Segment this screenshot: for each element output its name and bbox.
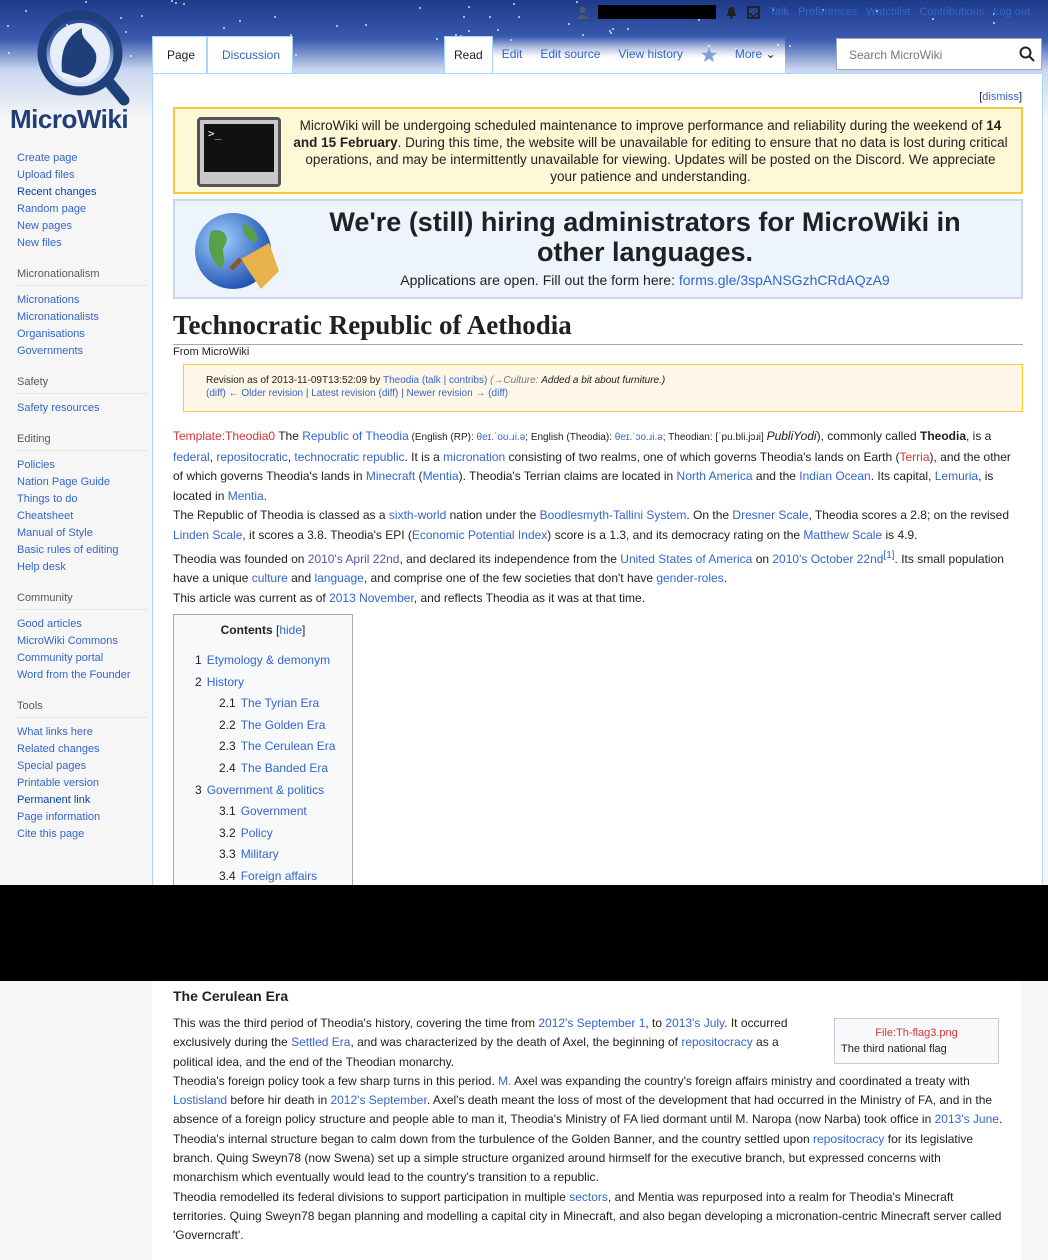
sidebar-item[interactable]: Governments xyxy=(17,345,84,357)
hiring-form-link[interactable]: forms.gle/3spANSGzhCRdAQzA9 xyxy=(678,272,890,288)
link[interactable]: language xyxy=(314,571,364,586)
toc-entry[interactable]: 3.4 Foreign affairs xyxy=(219,868,318,883)
sidebar-item-recent-changes[interactable]: Recent changes xyxy=(17,186,97,198)
link[interactable]: repositocratic xyxy=(216,449,288,464)
tab-view-history-label: View history xyxy=(618,47,683,61)
sidebar-item[interactable]: Organisations xyxy=(17,328,85,340)
link[interactable]: Indian Ocean xyxy=(799,469,871,484)
sidebar-item[interactable]: Community portal xyxy=(17,652,104,664)
bell-icon[interactable] xyxy=(725,6,738,19)
revision-talk-link[interactable]: talk xyxy=(425,375,441,386)
latest-revision-link[interactable]: Latest revision xyxy=(311,388,376,399)
sidebar-micronationalism xyxy=(17,266,147,360)
contributions-link[interactable]: Contributions xyxy=(919,6,985,18)
ipa-link[interactable]: θeɪ.ˈoʊ.ɹi.ə xyxy=(476,432,526,443)
toc-title: Contents [hide] xyxy=(220,623,306,637)
currency-paragraph: This article was current as of 2013 November, and reflects Theodia as it was at that time. xyxy=(173,590,646,605)
tab-page[interactable] xyxy=(152,36,207,73)
revision-contribs-link[interactable]: contribs xyxy=(448,375,484,386)
link[interactable]: Economic Potential Index xyxy=(411,527,548,542)
star-decoration xyxy=(183,3,185,5)
star-decoration xyxy=(141,15,143,17)
tab-page-label: Page xyxy=(167,48,196,62)
link[interactable]: Linden Scale xyxy=(173,527,243,542)
tab-view-history[interactable] xyxy=(609,36,691,73)
search-icon[interactable] xyxy=(1019,46,1035,62)
sidebar-item[interactable]: Basic rules of editing xyxy=(17,544,119,556)
tab-more[interactable] xyxy=(726,36,785,73)
sidebar-item[interactable]: Special pages xyxy=(17,760,87,772)
link[interactable]: technocratic republic xyxy=(294,449,405,464)
star-decoration xyxy=(85,1,87,3)
sidebar-item[interactable]: Cite this page xyxy=(17,828,85,840)
section-paragraph: Theodia's internal structure began to calm down from the turbulence of the Golden Banner, and the country settled upon repositocracy for its legislative branch. Quing Sweyn78 (now Swena) set up a simple structure organized around hirmself for the executive branch, but expressed concerns with monarchism which eventually would lead to the country's transition to a republic. xyxy=(173,1131,974,1185)
dismiss-notice: [dismiss] xyxy=(979,91,1022,103)
link[interactable]: Lostisland xyxy=(173,1093,228,1108)
link[interactable]: North America xyxy=(676,469,753,484)
link[interactable]: Settled Era xyxy=(291,1035,351,1050)
newer-revision-link[interactable]: Newer revision → xyxy=(406,388,486,399)
link[interactable]: 2013's July xyxy=(665,1016,725,1030)
toc-entry[interactable]: 2.1 The Tyrian Era xyxy=(219,696,320,711)
star-decoration xyxy=(993,22,995,24)
hiring-title: We're (still) hiring administrators for MicroWiki in other languages. xyxy=(329,207,961,267)
star-decoration xyxy=(436,38,438,40)
table-of-contents xyxy=(173,614,353,889)
section-paragraph: This was the third period of Theodia's history, covering the time from 2012's September 1, to 2013's July. It occurred exclusively during the Settled Era, and was characterized by the death of Axel, the beginning of repositocracy as a political idea, and the end of the Theodian monarchy. xyxy=(173,1016,788,1069)
link[interactable]: micronation xyxy=(443,449,506,464)
talk-link[interactable]: Talk xyxy=(769,6,789,18)
sidebar-tools xyxy=(17,698,147,843)
link[interactable]: 2010's October 22nd xyxy=(772,551,884,566)
link[interactable]: 2012's September 1 xyxy=(538,1016,646,1030)
site-tagline: From MicroWiki xyxy=(173,346,250,358)
sidebar-item-random-page[interactable]: Random page xyxy=(17,203,87,215)
link[interactable]: Matthew Scale xyxy=(803,527,883,542)
thumb-caption: The third national flag xyxy=(841,1043,947,1055)
intro-paragraph: Template:Theodia0 The Republic of Theodia (English (RP): θeɪ.ˈoʊ.ɹi.ə; English (Theodia): θeɪ.ˈɔo.ɹi.ə; Theodian: [ˈpu.bli.jɔɹi] PubliYodi), commonly called Theodia, is a federal, repositocratic, technocratic republic. It is a micronation consisting of two realms, one of which governs Theodia's lands on Earth (Terria), and the other of which governs Theodia's lands in Minecraft (Mentia). Theodia's Terrian claims are located in North America and the Indian Ocean. Its capital, Lemuria, is located in Mentia. xyxy=(173,429,1011,503)
revision-user-link[interactable]: Theodia xyxy=(382,375,420,386)
link[interactable]: 2013 November xyxy=(329,590,414,605)
star-decoration xyxy=(171,0,173,2)
watch-star-button[interactable] xyxy=(692,36,726,73)
latest-diff-link[interactable]: diff xyxy=(381,388,396,399)
older-revision-link[interactable]: ← Older revision xyxy=(228,388,304,399)
link[interactable]: Dresner Scale xyxy=(732,508,809,523)
tab-discussion-label: Discussion xyxy=(222,48,281,62)
sidebar-safety xyxy=(17,374,147,417)
sidebar-item[interactable]: Printable version xyxy=(17,777,99,789)
sidebar-item[interactable]: MicroWiki Commons xyxy=(17,635,118,647)
sidebar-heading: Community xyxy=(17,590,147,610)
star-decoration xyxy=(698,19,700,21)
star-decoration xyxy=(612,28,614,30)
search-input[interactable] xyxy=(836,38,1042,70)
star-decoration xyxy=(489,16,491,18)
sidebar-item-create-page[interactable]: Create page xyxy=(17,152,78,164)
link[interactable]: sixth-world xyxy=(388,508,447,523)
content-area-lower xyxy=(152,981,1021,1260)
section-paragraph: Theodia remodelled its federal divisions to support participation in multiple sectors, and Mentia was repurposed into a realm for Theodia's Minecraft territories. Quing Sweyn78 began planning and modelling a capital city in Minecraft, and also began developing a micronation-centric Minecraft server called 'Governcraft'. xyxy=(173,1189,1002,1243)
star-decoration xyxy=(365,24,367,26)
link[interactable]: 2012's September xyxy=(330,1093,427,1108)
article-body xyxy=(173,427,1023,608)
star-decoration xyxy=(419,7,421,9)
site-name[interactable]: MicroWiki xyxy=(10,104,129,134)
star-decoration xyxy=(497,29,499,31)
star-icon xyxy=(701,47,717,62)
reference-link[interactable]: [1] xyxy=(883,549,895,561)
view-tabs xyxy=(444,36,785,73)
star-decoration xyxy=(468,6,470,8)
toc-hide-link[interactable]: hide xyxy=(279,623,303,637)
sidebar-item[interactable]: Permanent link xyxy=(17,794,91,806)
sidebar-community xyxy=(17,590,147,684)
link[interactable]: federal xyxy=(173,449,210,464)
founding-paragraph: Theodia was founded on 2010's April 22nd, and declared its independence from the United States of America on 2010's October 22nd[1]. Its small population have a unique culture and language, and comprise one of the few societies that don't have gender-roles. xyxy=(173,549,1004,586)
star-decoration xyxy=(7,25,9,27)
sidebar-item[interactable]: Nation Page Guide xyxy=(17,476,110,488)
tab-more-label: More xyxy=(734,47,763,61)
link[interactable]: Republic of Theodia xyxy=(302,429,409,443)
link[interactable]: Boodlesmyth-Tallini System xyxy=(539,508,687,523)
star-decoration xyxy=(274,16,276,18)
toc-entry[interactable]: 3.3 Military xyxy=(219,847,279,862)
personal-tools xyxy=(576,5,1030,19)
content-area xyxy=(152,73,1043,885)
revision-notice: Revision as of 2013-11-09T13:52:09 by Theodia (talk | contribs) (→Culture: Added a bit about furniture.) (diff) ← Older revision | Latest revision (diff) | Newer revision → (diff) xyxy=(183,364,1023,412)
toc-entry[interactable]: 2.2 The Golden Era xyxy=(219,717,326,732)
link[interactable]: 2013's June xyxy=(934,1112,999,1127)
black-divider xyxy=(0,885,1048,981)
sidebar-heading: Safety xyxy=(17,374,147,394)
section-body xyxy=(173,1014,1003,1246)
link[interactable]: 2010's April 22nd xyxy=(307,551,400,566)
section-paragraph: Theodia's foreign policy took a few sharp turns in this period. M. Axel was expanding the country's foreign affairs ministry and coordinated a treaty with Lostisland before hir death in 2012's September. Axel's death meant the loss of most of the development that had occurred in the Ministry of FA, and in the absence of a foreign policy structure and people able to man it, Theodia's Ministry of FA lied dormant until M. Naropa (now Narba) took office in 2013's June. xyxy=(173,1073,1003,1127)
tab-discussion[interactable] xyxy=(207,36,293,73)
sidebar-item[interactable]: Safety resources xyxy=(17,402,100,414)
toc-entry[interactable]: 2 History xyxy=(195,674,245,689)
maintenance-notice xyxy=(173,107,1023,194)
user-icon[interactable] xyxy=(576,6,589,19)
star-decoration xyxy=(513,3,515,5)
toc-entry[interactable]: 3.2 Policy xyxy=(219,825,273,840)
link[interactable]: culture xyxy=(251,571,288,586)
link[interactable]: Terria xyxy=(899,449,930,464)
sidebar-item[interactable]: Micronationalists xyxy=(17,311,99,323)
sidebar-item[interactable]: What links here xyxy=(17,726,93,738)
page-title: Technocratic Republic of Aethodia xyxy=(173,310,1023,345)
sidebar-item[interactable]: Manual of Style xyxy=(17,527,93,539)
terminal-icon: >_ xyxy=(197,117,281,187)
dismiss-link[interactable]: dismiss xyxy=(982,91,1019,103)
sidebar-item[interactable]: Help desk xyxy=(17,561,66,573)
sidebar-item[interactable]: Cheatsheet xyxy=(17,510,74,522)
link[interactable]: Minecraft xyxy=(365,469,416,484)
star-decoration xyxy=(518,16,520,18)
star-decoration xyxy=(336,25,338,27)
newer-diff-link[interactable]: diff xyxy=(491,388,505,399)
template-link[interactable]: Template:Theodia0 xyxy=(173,429,276,443)
star-decoration xyxy=(789,45,791,47)
logout-link[interactable]: Log out xyxy=(993,6,1030,18)
link[interactable]: Mentia xyxy=(227,488,264,503)
toc-entry[interactable]: 1 Etymology & demonym xyxy=(195,653,331,667)
star-decoration xyxy=(576,1,578,3)
link[interactable]: gender-roles xyxy=(656,571,724,586)
sidebar-item-new-files[interactable]: New files xyxy=(17,237,62,249)
sidebar-heading: Micronationalism xyxy=(17,266,147,286)
link[interactable]: Lemuria xyxy=(934,469,979,484)
hiring-notice xyxy=(173,199,1023,299)
ipa-link[interactable]: θeɪ.ˈɔo.ɹi.ə xyxy=(614,432,663,443)
sidebar-item[interactable]: Good articles xyxy=(17,618,82,630)
tab-edit-source[interactable] xyxy=(531,36,609,73)
star-decoration xyxy=(295,54,297,56)
globe-broom-icon xyxy=(191,209,283,297)
thumb-file-link[interactable]: File:Th-flag3.png xyxy=(875,1027,958,1039)
hiring-subtitle: Applications are open. Fill out the form here: forms.gle/3spANSGzhCRdAQzA9 xyxy=(400,272,890,288)
tab-read-label: Read xyxy=(454,48,483,62)
sidebar-editing xyxy=(17,431,147,576)
sidebar-item[interactable]: Policies xyxy=(17,459,55,471)
link[interactable]: Mentia xyxy=(422,469,459,484)
sidebar-item-upload-files[interactable]: Upload files xyxy=(17,169,75,181)
star-decoration xyxy=(468,30,470,32)
sidebar xyxy=(17,150,147,857)
toc-entry[interactable]: 3.1 Government xyxy=(219,804,307,819)
star-decoration xyxy=(175,2,177,4)
star-decoration xyxy=(610,32,612,34)
sidebar-navigation xyxy=(17,150,147,252)
section-heading: The Cerulean Era xyxy=(173,988,289,1004)
sidebar-heading: Editing xyxy=(17,431,147,451)
sidebar-item[interactable]: Things to do xyxy=(17,493,78,505)
link[interactable]: repositocracy xyxy=(681,1035,753,1050)
link[interactable]: sectors xyxy=(569,1189,608,1204)
maintenance-message: MicroWiki will be undergoing scheduled maintenance to improve performance and reliability during the weekend of 14 and 15 February. During this time, the website will be unavailable for editing to ensure that no data is lost during critical operations, and may be intermittently unavailable for viewing. Updates will be posted on the Discord. We appreciate your patience and understanding. xyxy=(293,118,1008,184)
link[interactable]: repositocracy xyxy=(813,1131,885,1146)
revision-diff-link[interactable]: diff xyxy=(209,388,223,399)
tray-icon[interactable] xyxy=(747,6,760,19)
sidebar-item-new-pages[interactable]: New pages xyxy=(17,220,73,232)
sidebar-heading: Tools xyxy=(17,698,147,718)
star-decoration xyxy=(463,16,465,18)
sidebar-item[interactable]: Page information xyxy=(17,811,101,823)
tab-edit-source-label: Edit source xyxy=(540,47,601,61)
chevron-down-icon: ⌄ xyxy=(765,47,776,61)
tab-edit[interactable] xyxy=(493,36,532,73)
preferences-link[interactable]: Preferences xyxy=(797,6,858,18)
sidebar-item[interactable]: Micronations xyxy=(17,294,80,306)
search-placeholder: Search MicroWiki xyxy=(849,48,943,62)
star-decoration xyxy=(568,23,570,25)
star-decoration xyxy=(223,27,225,29)
sidebar-item[interactable]: Word from the Founder xyxy=(17,669,131,681)
toc-entry[interactable]: 3 Government & politics xyxy=(195,782,325,797)
tab-read[interactable] xyxy=(444,36,493,73)
star-decoration xyxy=(627,28,629,30)
link[interactable]: United States of America xyxy=(620,551,753,566)
redacted-username xyxy=(598,5,716,19)
star-decoration xyxy=(239,20,241,22)
tab-edit-label: Edit xyxy=(501,47,523,61)
watchlist-link[interactable]: Watchlist xyxy=(866,6,911,18)
link[interactable]: M. xyxy=(498,1073,512,1088)
toc-entry[interactable]: 2.3 The Cerulean Era xyxy=(219,739,336,754)
classification-paragraph: The Republic of Theodia is classed as a sixth-world nation under the Boodlesmyth-Tallini System. On the Dresner Scale, Theodia scores a 2.8; on the revised Linden Scale, it scores a 3.8. Theodia's EPI (Economic Potential Index) score is a 1.3, and its democracy rating on the Matthew Scale is 4.9. xyxy=(173,508,1010,542)
sidebar-item[interactable]: Related changes xyxy=(17,743,100,755)
toc-entry[interactable]: 2.4 The Banded Era xyxy=(219,760,329,775)
